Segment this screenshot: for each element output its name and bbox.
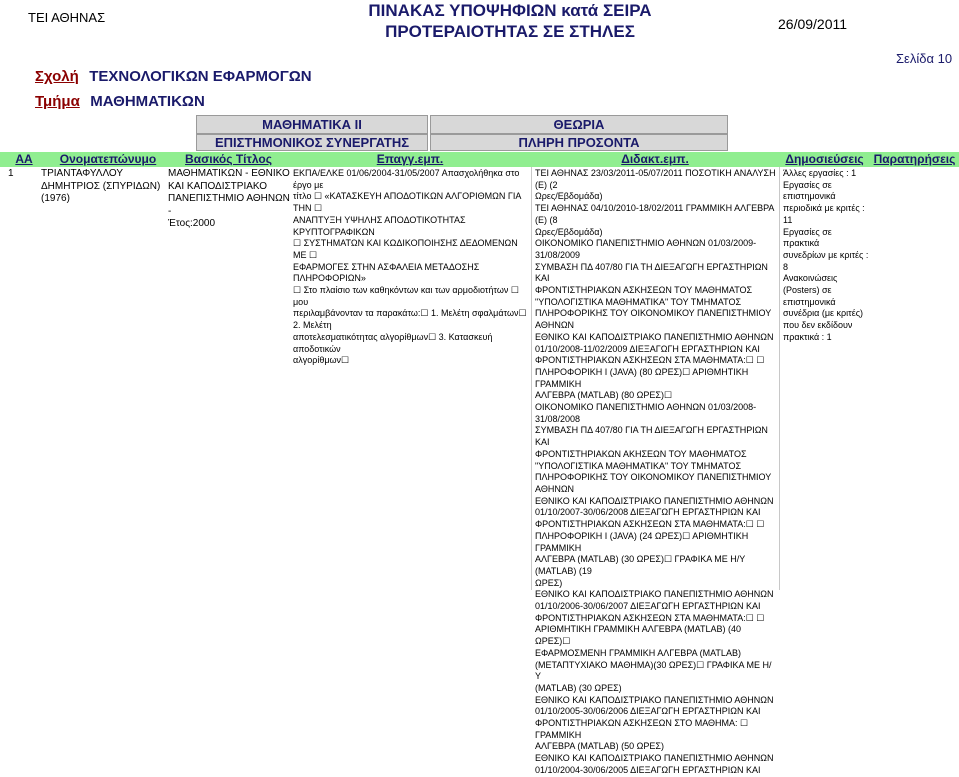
teach-exp-line: ΕΘΝΙΚΟ ΚΑΙ ΚΑΠΟΔΙΣΤΡΙΑΚΟ ΠΑΝΕΠΙΣΤΗΜΙΟ ΑΘΗΝΩΝ: [535, 331, 774, 342]
publication-line: συνέδρια (με κριτές): [783, 308, 864, 319]
teach-exp-line: (MATLAB) (30 ΩΡΕΣ): [535, 682, 622, 693]
teach-exp-line: ΠΛΗΡΟΦΟΡΙΚΗ Ι (JAVA) (24 ΩΡΕΣ)☐ ΑΡΙΘΜΗΤΙΚΗ ΓΡΑΜΜΙΚΗ: [535, 530, 749, 553]
publication-line: Εργασίες σε: [783, 179, 832, 190]
row-name: [41, 168, 167, 206]
department-value: ΜΑΘΗΜΑΤΙΚΩΝ: [90, 93, 205, 110]
teach-exp-line: ΠΛΗΡΟΦΟΡΙΚΗΣ ΤΟΥ ΟΙΚΟΝΟΜΙΚΟΥ ΠΑΝΕΠΙΣΤΗΜΙΟΥ: [535, 472, 772, 483]
row-name-line: ΔΗΜΗΤΡΙΟΣ (ΣΠΥΡΙΔΩΝ): [41, 180, 161, 192]
teach-exp-line: ΠΛΗΡΟΦΟΡΙΚΗ Ι (JAVA) (80 ΩΡΕΣ)☐ ΑΡΙΘΜΗΤΙΚΗ ΓΡΑΜΜΙΚΗ: [535, 366, 749, 389]
teach-exp-line: 01/10/2005-30/06/2006 ΔΙΕΞΑΓΩΓΗ ΕΡΓΑΣΤΗΡΙΩΝ ΚΑΙ: [535, 706, 761, 717]
prof-exp-line: ΑΝΑΠΤΥΞΗ ΥΨΗΛΗΣ ΑΠΟΔΟΤΙΚΟΤΗΤΑΣ ΚΡΥΠΤΟΓΡΑΦΙΚΩΝ: [293, 214, 466, 237]
col-header-prof-exp: Επαγγ.εμπ.: [289, 152, 531, 167]
publication-line: (Posters) σε: [783, 285, 832, 296]
prof-exp-line: ☐ Στο πλαίσιο των καθηκόντων και των αρμοδιοτήτων ☐ μου: [293, 285, 519, 307]
teach-exp-line: ΣΥΜΒΑΣΗ ΠΔ 407/80 ΓΙΑ ΤΗ ΔΙΕΞΑΓΩΓΗ ΕΡΓΑΣΤΗΡΙΩΝ ΚΑΙ: [535, 425, 768, 448]
teach-exp-line: Ωρες/Εβδομάδα): [535, 226, 603, 237]
teach-exp-line: ΕΘΝΙΚΟ ΚΑΙ ΚΑΠΟΔΙΣΤΡΙΑΚΟ ΠΑΝΕΠΙΣΤΗΜΙΟ ΑΘΗΝΩΝ: [535, 694, 774, 705]
teach-exp-line: ΦΡΟΝΤΙΣΤΗΡΙΑΚΩΝ ΑΣΚΗΣΕΩΝ ΣΤΑ ΜΑΘΗΜΑΤΑ:☐ ☐: [535, 355, 765, 366]
prof-exp-line: ΕΦΑΡΜΟΓΕΣ ΣΤΗΝ ΑΣΦΑΛΕΙΑ ΜΕΤΑΔΟΣΗΣ ΠΛΗΡΟΦΟΡΙΩΝ»: [293, 261, 480, 284]
course-bar: ΜΑΘΗΜΑΤΙΚΑ ΙΙ: [196, 115, 428, 134]
publication-line: συνεδρίων με κριτές :: [783, 249, 869, 260]
qualifications-bar: ΠΛΗΡΗ ΠΡΟΣΟΝΤΑ: [430, 134, 728, 151]
publication-line: επιστημονικά: [783, 191, 836, 202]
teach-exp-line: ΤΕΙ ΑΘΗΝΑΣ 04/10/2010-18/02/2011 ΓΡΑΜΜΙΚΗ ΑΛΓΕΒΡΑ (Ε) (8: [535, 203, 774, 225]
col-header-publications: Δημοσιεύσεις: [779, 152, 870, 167]
column-divider: [531, 167, 532, 590]
title-line-1: ΠΙΝΑΚΑΣ ΥΠΟΨΗΦΙΩΝ κατά ΣΕΙΡΑ: [368, 1, 652, 20]
col-header-title: Βασικός Τίτλος: [168, 152, 289, 167]
school-label: Σχολή: [35, 68, 79, 85]
publication-line: 11: [783, 214, 793, 225]
teach-exp-line: ΕΦΑΡΜΟΣΜΕΝΗ ΓΡΑΜΜΙΚΗ ΑΛΓΕΒΡΑ (MATLAB): [535, 647, 741, 658]
teach-exp-line: ΑΡΙΘΜΗΤΙΚΗ ΓΡΑΜΜΙΚΗ ΑΛΓΕΒΡΑ (MATLAB) (40 ΩΡΕΣ)☐: [535, 624, 741, 647]
column-divider: [779, 167, 780, 590]
teach-exp-line: "ΥΠΟΛΟΓΙΣΤΙΚΑ ΜΑΘΗΜΑΤΙΚΑ" ΤΟΥ ΤΜΗΜΑΤΟΣ: [535, 460, 742, 471]
course-type-bar: ΘΕΩΡΙΑ: [430, 115, 728, 134]
row-professional-experience: [293, 168, 531, 367]
teach-exp-line: ΑΘΗΝΩΝ: [535, 483, 575, 494]
teach-exp-line: ΦΡΟΝΤΙΣΤΗΡΙΑΚΩΝ ΑΣΚΗΣΕΩΝ ΣΤΟ ΜΑΘΗΜΑ: ☐ ΓΡΑΜΜΙΚΗ: [535, 718, 749, 740]
prof-exp-line: ΕΚΠΑ/ΕΛΚΕ 01/06/2004-31/05/2007 Απασχολήθηκα στο έργο με: [293, 168, 520, 190]
publication-line: Άλλες εργασίες : 1: [783, 168, 857, 178]
publication-line: Ανακοινώσεις: [783, 273, 838, 284]
teach-exp-line: 01/10/2007-30/06/2008 ΔΙΕΞΑΓΩΓΗ ΕΡΓΑΣΤΗΡΙΩΝ ΚΑΙ: [535, 507, 761, 518]
teach-exp-line: ΕΘΝΙΚΟ ΚΑΙ ΚΑΠΟΔΙΣΤΡΙΑΚΟ ΠΑΝΕΠΙΣΤΗΜΙΟ ΑΘΗΝΩΝ: [535, 753, 774, 764]
publication-line: επιστημονικά: [783, 296, 836, 307]
row-publications: [783, 168, 869, 344]
teach-exp-line: ΣΥΜΒΑΣΗ ΠΔ 407/80 ΓΙΑ ΤΗ ΔΙΕΞΑΓΩΓΗ ΕΡΓΑΣΤΗΡΙΩΝ ΚΑΙ: [535, 261, 768, 284]
department-row: [35, 93, 205, 111]
title-line-2: ΠΡΟΤΕΡΑΙΟΤΗΤΑΣ ΣΕ ΣΤΗΛΕΣ: [385, 22, 635, 41]
teach-exp-line: (ΜΕΤΑΠΤΥΧΙΑΚΟ ΜΑΘΗΜΑ)(30 ΩΡΕΣ)☐ ΓΡΑΦΙΚΑ ΜΕ Η/Υ: [535, 659, 772, 682]
page-title: [340, 0, 680, 42]
prof-exp-line: ☐ ΣΥΣΤΗΜΑΤΩΝ ΚΑΙ ΚΩΔΙΚΟΠΟΙΗΣΗΣ ΔΕΔΟΜΕΝΩΝ ΜΕ ☐: [293, 238, 518, 260]
row-teaching-experience: [535, 168, 777, 777]
publication-line: πρακτικά : 1: [783, 331, 832, 342]
teach-exp-line: ΑΛΓΕΒΡΑ (MATLAB) (30 ΩΡΕΣ)☐ ΓΡΑΦΙΚΑ ΜΕ Η/Υ (MATLAB) (19: [535, 554, 746, 576]
teach-exp-line: ΟΙΚΟΝΟΜΙΚΟ ΠΑΝΕΠΙΣΤΗΜΙΟ ΑΘΗΝΩΝ 01/03/2009-31/08/2009: [535, 238, 757, 260]
report-date: 26/09/2011: [778, 16, 848, 32]
publication-line: που δεν εκδίδουν: [783, 320, 853, 331]
row-title-line: Έτος:2000: [168, 218, 216, 229]
teach-exp-line: ΦΡΟΝΤΙΣΤΗΡΙΑΚΩΝ ΑΣΚΗΣΕΩΝ ΣΤΑ ΜΑΘΗΜΑΤΑ:☐ ☐: [535, 612, 765, 623]
teach-exp-line: 01/10/2004-30/06/2005 ΔΙΕΞΑΓΩΓΗ ΕΡΓΑΣΤΗΡΙΩΝ ΚΑΙ: [535, 764, 761, 775]
row-title-line: ΚΑΙ ΚΑΠΟΔΙΣΤΡΙΑΚΟ: [168, 180, 268, 192]
publication-line: 8: [783, 261, 789, 272]
col-header-aa: ΑΑ: [0, 152, 48, 167]
teach-exp-line: ΕΘΝΙΚΟ ΚΑΙ ΚΑΠΟΔΙΣΤΡΙΑΚΟ ΠΑΝΕΠΙΣΤΗΜΙΟ ΑΘΗΝΩΝ: [535, 495, 774, 506]
col-header-name: Ονοματεπώνυμο: [48, 152, 168, 167]
prof-exp-line: τίτλο ☐ «ΚΑΤΑΣΚΕΥΗ ΑΠΟΔΟΤΙΚΩΝ ΑΛΓΟΡΙΘΜΩΝ ΓΙΑ ΤΗΝ ☐: [293, 191, 521, 214]
teach-exp-line: ΑΛΓΕΒΡΑ (MATLAB) (80 ΩΡΕΣ)☐: [535, 390, 673, 401]
teach-exp-line: ΑΘΗΝΩΝ: [535, 320, 575, 331]
institution-label: ΤΕΙ ΑΘΗΝΑΣ: [28, 10, 106, 25]
prof-exp-line: αποτελεσματικότητας αλγορίθμων☐ 3. Κατασκευή αποδοτικών: [293, 331, 493, 354]
teach-exp-line: ΩΡΕΣ): [535, 577, 563, 588]
teach-exp-line: ΦΡΟΝΤΙΣΤΗΡΙΑΚΩΝ ΑΣΚΗΣΕΩΝ ΤΟΥ ΜΑΘΗΜΑΤΟΣ: [535, 285, 753, 296]
prof-exp-line: αλγορίθμων☐: [293, 355, 350, 366]
row-basic-title: [168, 168, 290, 231]
row-name-line: (1976): [41, 193, 70, 204]
prof-exp-line: περιλαμβάνονταν τα παρακάτω:☐ 1. Μελέτη σφαλμάτων☐ 2. Μελέτη: [293, 308, 527, 331]
teach-exp-line: ΦΡΟΝΤΙΣΤΗΡΙΑΚΩΝ ΑΣΚΗΣΕΩΝ ΣΤΑ ΜΑΘΗΜΑΤΑ:☐ ☐: [535, 519, 765, 530]
teach-exp-line: ΤΕΙ ΑΘΗΝΑΣ 23/03/2011-05/07/2011 ΠΟΣΟΤΙΚΗ ΑΝΑΛΥΣΗ (Ε) (2: [535, 168, 776, 190]
teach-exp-line: 01/10/2008-11/02/2009 ΔΙΕΞΑΓΩΓΗ ΕΡΓΑΣΤΗΡΙΩΝ ΚΑΙ: [535, 343, 760, 354]
row-title-line: ΠΑΝΕΠΙΣΤΗΜΙΟ ΑΘΗΝΩΝ -: [168, 193, 290, 217]
page-number: Σελίδα 10: [896, 51, 953, 66]
teach-exp-line: 01/10/2006-30/06/2007 ΔΙΕΞΑΓΩΓΗ ΕΡΓΑΣΤΗΡΙΩΝ ΚΑΙ: [535, 601, 761, 612]
teach-exp-line: ΟΙΚΟΝΟΜΙΚΟ ΠΑΝΕΠΙΣΤΗΜΙΟ ΑΘΗΝΩΝ 01/03/2008-31/08/2008: [535, 402, 757, 424]
col-header-teach-exp: Διδακτ.εμπ.: [531, 152, 779, 167]
row-name-line: ΤΡΙΑΝΤΑΦΥΛΛΟΥ: [41, 168, 124, 179]
teach-exp-line: ΕΘΝΙΚΟ ΚΑΙ ΚΑΠΟΔΙΣΤΡΙΑΚΟ ΠΑΝΕΠΙΣΤΗΜΙΟ ΑΘΗΝΩΝ: [535, 589, 774, 600]
teach-exp-line: Ωρες/Εβδομάδα): [535, 191, 603, 202]
school-row: [35, 68, 312, 86]
col-header-notes: Παρατηρήσεις: [870, 152, 959, 167]
school-value: ΤΕΧΝΟΛΟΓΙΚΩΝ ΕΦΑΡΜΟΓΩΝ: [89, 68, 312, 85]
row-title-line: ΜΑΘΗΜΑΤΙΚΩΝ - ΕΘΝΙΚΟ: [168, 168, 290, 179]
publication-line: Εργασίες σε πρακτικά: [783, 226, 832, 249]
row-aa: 1: [8, 168, 14, 179]
role-bar: ΕΠΙΣΤΗΜΟΝΙΚΟΣ ΣΥΝΕΡΓΑΤΗΣ: [196, 134, 428, 151]
publication-line: περιοδικά με κριτές :: [783, 203, 865, 214]
teach-exp-line: "ΥΠΟΛΟΓΙΣΤΙΚΑ ΜΑΘΗΜΑΤΙΚΑ" ΤΟΥ ΤΜΗΜΑΤΟΣ: [535, 296, 742, 307]
teach-exp-line: ΦΡΟΝΤΙΣΤΗΡΙΑΚΩΝ ΑΚΗΣΕΩΝ ΤΟΥ ΜΑΘΗΜΑΤΟΣ: [535, 448, 747, 459]
teach-exp-line: ΑΛΓΕΒΡΑ (MATLAB) (50 ΩΡΕΣ): [535, 741, 664, 752]
teach-exp-line: ΠΛΗΡΟΦΟΡΙΚΗΣ ΤΟΥ ΟΙΚΟΝΟΜΙΚΟΥ ΠΑΝΕΠΙΣΤΗΜΙΟΥ: [535, 308, 772, 319]
department-label: Τμήμα: [35, 93, 80, 110]
